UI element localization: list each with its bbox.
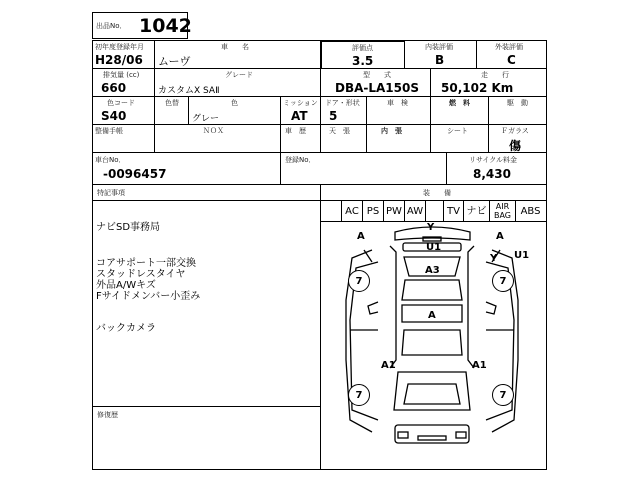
equip-ps: PS [363,201,384,221]
color-code: S40 [101,109,127,123]
recycle-cell: リサイクル料金 8,430 [447,153,546,185]
sheet-cell: シート [431,125,489,153]
damage-mark: A3 [425,265,440,276]
regno-cell: 登録No． [281,153,447,185]
door-cell: ドア・形状 5 [321,97,367,125]
equipment-header: 装 備 [321,185,546,201]
note-line: コアサポート一部交換 [96,258,196,269]
wheel-circle: 7 [348,384,370,406]
notes-header: 特記事項 [93,185,321,201]
note-line: 外品A/Wキズ [96,280,156,291]
history-cell: 車 歴 [281,125,321,153]
damage-mark: Y [427,222,435,233]
equip-blank [426,201,444,221]
nox-cell: ＮＯＸ [155,125,281,153]
mission-cell: ミッション AT [281,97,321,125]
equip-pw: PW [384,201,405,221]
reg-year: H28/06 [95,53,143,67]
grade: カスタムX SAⅡ [158,86,220,96]
note-line: スタッドレスタイヤ [96,269,186,280]
damage-mark: Y [490,253,498,264]
inspection-sheet [92,40,547,470]
wheel-circle: 7 [348,270,370,292]
damage-mark: A [428,310,436,321]
mileage: 50,102 Km [441,81,514,95]
manual-cell: 整備手帳 [93,125,155,153]
equip-aw: AW [405,201,426,221]
color-change-cell: 色替 [155,97,189,125]
exterior-cell: 外装評価 C [477,41,546,69]
sunroof-cell: 天 張 [321,125,367,153]
wheel-circle: 7 [492,384,514,406]
model-cell: 型 式 DBA-LA150S [321,69,431,97]
mileage-cell: 走 行 50,102 Km [431,69,546,97]
exhibit-label: 出品No． [96,22,127,30]
inspection-cell: 車 検 [367,97,431,125]
chassis-number: -0096457 [103,167,167,181]
drive-cell: 駆 動 [489,97,546,125]
model: DBA-LA150S [335,81,419,95]
equip-navi: ナビ [464,201,490,221]
car-name-cell: 車 名 ムーヴ [155,41,321,69]
exhibit-number: 1042 [139,15,192,37]
exhibit-number-box [92,12,192,39]
interior-cell: 内装評価 B [405,41,477,69]
repair-area: 修復歴 [93,407,321,469]
damage-mark: A [357,231,365,242]
damage-mark: A [496,231,504,242]
exterior-grade: C [507,53,516,67]
wheel-circle: 7 [492,270,514,292]
score-cell: 評価点 3.5 [321,41,405,69]
fuel-cell: 燃 料 [431,97,489,125]
recycle-fee: 8,430 [473,167,511,181]
fglass-cell: Ｆガラス 傷 [489,125,546,153]
door: 5 [329,109,338,123]
equip-airbag: AIR BAG [490,201,516,221]
damage-mark: A1 [381,360,396,371]
chassis-cell: 車台No． -0096457 [93,153,281,185]
grade-cell: グレード カスタムX SAⅡ [155,69,321,97]
equip-abs: ABS [520,205,541,217]
reg-year-cell: 初年度登録年月 H28/06 [93,41,155,69]
interior-grade: B [435,53,445,67]
damage-mark: U1 [514,250,530,261]
color: グレー [192,114,220,124]
note-line: Fサイドメンバー小歪み [96,291,201,302]
color-code-cell: 色コード S40 [93,97,155,125]
interior-ceiling-cell: 内 張 [367,125,431,153]
fglass-value: 傷 [509,139,522,153]
score: 3.5 [352,54,374,68]
note-line: ナビSD事務局 [96,222,161,233]
mission: AT [291,109,308,123]
equip-tv: TV [444,201,464,221]
color-cell: 色 グレー [189,97,281,125]
displacement-cell: 排気量 (cc) 660 [93,69,155,97]
equip-ac: AC [341,201,363,221]
damage-mark: A1 [472,360,487,371]
note-line: バックカメラ [96,323,156,334]
car-name: ムーヴ [158,55,191,68]
displacement: 660 [101,81,127,95]
damage-mark: U1 [426,242,442,253]
